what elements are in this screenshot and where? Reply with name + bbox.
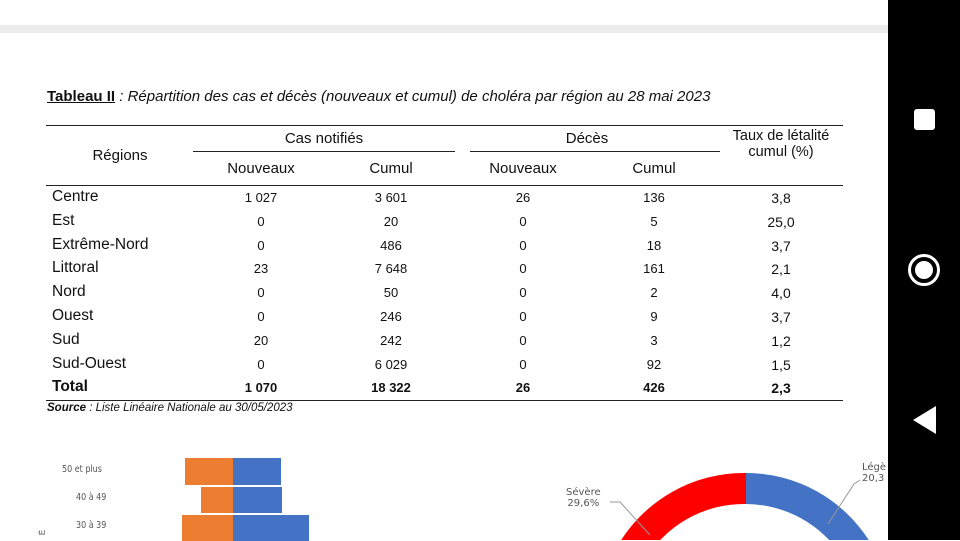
header-bottom-rule: [46, 185, 843, 186]
donut-label-severe: Sévère 29,6%: [566, 487, 601, 509]
table-cell: 426: [643, 380, 665, 396]
donut-slice-severe: [617, 473, 746, 540]
table-cell: 3,7: [771, 237, 791, 254]
page-top: [0, 0, 888, 25]
source-note: [47, 402, 293, 414]
table-cell: 0: [519, 237, 527, 253]
age-label: 40 à 49: [76, 492, 107, 503]
table-cell: 2,3: [771, 380, 791, 397]
region-name: Ouest: [52, 307, 94, 324]
header-cas-nouveaux: Nouveaux: [227, 160, 295, 177]
table-cell: 246: [380, 309, 402, 324]
table-cell: 242: [380, 332, 402, 348]
table-cell: 2,1: [771, 261, 791, 278]
region-name: Centre: [52, 188, 99, 205]
pyramid-bar-left: [182, 515, 233, 541]
table-cell: 0: [519, 309, 527, 324]
donut-chart: [560, 440, 888, 540]
table-cell: 2: [650, 285, 658, 301]
table-cell: 0: [519, 356, 527, 372]
table-cell: 0: [519, 285, 527, 301]
table-cell: 0: [519, 332, 527, 348]
pyramid-bar-right: [233, 515, 309, 541]
recents-square-icon[interactable]: [914, 109, 935, 130]
cas-rule: [193, 151, 455, 152]
axis-fragment: É: [38, 529, 48, 536]
table-cell: 3: [650, 332, 658, 348]
table-cell: 1 027: [244, 190, 278, 205]
header-deces: Décès: [565, 130, 609, 147]
page-divider: [0, 25, 888, 33]
android-nav-bar: [888, 0, 960, 540]
deces-rule: [470, 151, 720, 152]
table-caption: [47, 88, 710, 105]
region-name: Est: [52, 211, 75, 229]
header-regions: Régions: [92, 147, 148, 164]
table-cell: 25,0: [767, 213, 795, 230]
source-label: Source: [47, 402, 86, 414]
donut-label-legere: Légè 20,3: [862, 462, 887, 484]
back-triangle-icon[interactable]: [913, 406, 936, 434]
table-cell: 3,7: [771, 309, 791, 325]
pyramid-bar-right: [233, 458, 281, 485]
region-name: Littoral: [52, 259, 99, 277]
pyramid-bar-right: [233, 487, 282, 513]
table-bottom-rule: [46, 400, 843, 401]
table-cell: 4,0: [771, 285, 791, 302]
age-label: 50 et plus: [62, 464, 102, 475]
table-cell: 26: [515, 380, 531, 396]
table-cell: 1 070: [244, 380, 278, 396]
table-cell: 1,2: [771, 332, 791, 349]
table-cell: 9: [650, 309, 658, 324]
age-label: 30 à 39: [76, 520, 107, 531]
table-cell: 23: [253, 261, 269, 277]
region-name: Sud-Ouest: [52, 354, 127, 372]
region-name: Sud: [52, 330, 80, 348]
pyramid-bar-left: [185, 458, 233, 485]
table-cell: 26: [515, 190, 531, 205]
table-cell: 3 601: [374, 190, 408, 205]
region-name: Extrême-Nord: [52, 235, 149, 253]
table-cell: 0: [519, 261, 527, 277]
table-cell: 50: [383, 285, 399, 301]
caption-text: : Répartition des cas et décès (nouveaux et cumul) de choléra par région au 28 mai 2023: [115, 88, 711, 105]
table-cell: 0: [257, 213, 265, 229]
table-cell: 136: [643, 190, 665, 205]
table-cell: 0: [257, 237, 265, 253]
total-label: Total: [52, 378, 88, 396]
donut-slice-legere: [746, 473, 870, 540]
table-cell: 0: [257, 356, 265, 372]
table-top-rule: [46, 125, 843, 126]
header-cas-cumul: Cumul: [369, 160, 413, 177]
pyramid-bar-left: [201, 487, 233, 513]
header-taux: Taux de létalité cumul (%): [732, 128, 830, 160]
table-cell: 486: [380, 237, 402, 253]
table-cell: 3,8: [771, 190, 791, 206]
header-cas: Cas notifiés: [284, 130, 364, 147]
caption-label: Tableau II: [47, 88, 116, 105]
table-cell: 20: [253, 332, 269, 348]
region-name: Nord: [52, 283, 86, 301]
table-cell: 1,5: [771, 356, 791, 373]
header-deces-nouveaux: Nouveaux: [489, 160, 557, 177]
table-cell: 92: [646, 356, 662, 372]
table-cell: 7 648: [374, 261, 408, 277]
table-cell: 18: [646, 237, 662, 253]
table-cell: 6 029: [374, 356, 408, 372]
table-cell: 20: [383, 213, 399, 229]
header-deces-cumul: Cumul: [632, 160, 676, 177]
table-cell: 0: [257, 285, 265, 301]
table-cell: 18 322: [371, 380, 411, 396]
table-cell: 5: [650, 213, 658, 229]
table-cell: 0: [519, 213, 527, 229]
table-cell: 161: [643, 261, 665, 277]
source-text: : Liste Linéaire Nationale au 30/05/2023: [86, 402, 293, 414]
home-circle-icon[interactable]: [908, 254, 940, 286]
table-cell: 0: [257, 309, 265, 324]
